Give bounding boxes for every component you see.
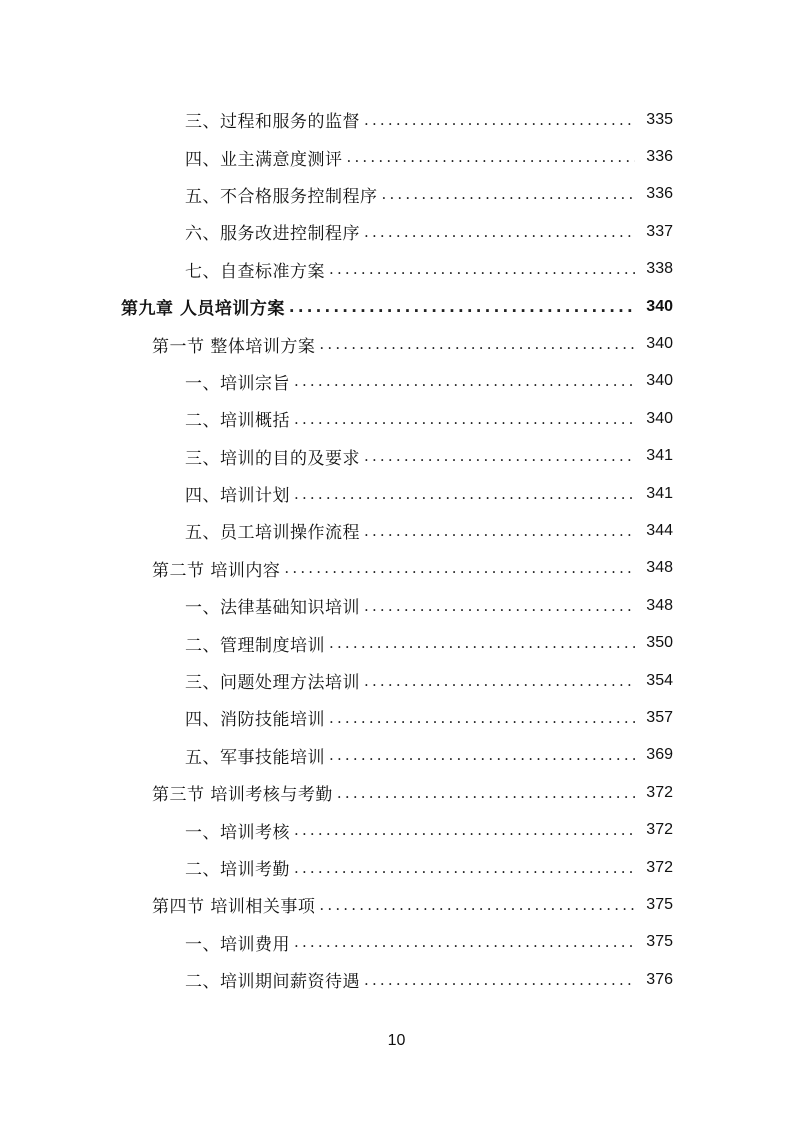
- toc-entry-title: 三、培训的目的及要求: [185, 448, 360, 469]
- toc-item-entry[interactable]: [0, 512, 793, 549]
- toc-entry-page: 372: [646, 858, 673, 876]
- toc-entry-page: 372: [646, 821, 673, 839]
- toc-section-entry[interactable]: [0, 325, 793, 362]
- toc-entry-page: 350: [646, 634, 673, 652]
- toc-entry-page: 338: [646, 260, 673, 278]
- toc-item-entry[interactable]: [0, 587, 793, 624]
- toc-entry-page: 354: [646, 671, 673, 689]
- toc-entry-title: 二、培训期间薪资待遇: [185, 972, 360, 993]
- toc-entry-page: 372: [646, 783, 673, 801]
- toc-item-entry[interactable]: [0, 213, 793, 250]
- toc-entry-page: 340: [646, 409, 673, 427]
- toc-entry-page: 336: [646, 185, 673, 203]
- toc-entry-page: 348: [646, 596, 673, 614]
- toc-item-entry[interactable]: [0, 737, 793, 774]
- toc-entry-title: 三、过程和服务的监督: [185, 112, 360, 133]
- toc-dot-leader: [294, 485, 635, 503]
- toc-section-entry[interactable]: [0, 550, 793, 587]
- toc-entry-title: 第一节 整体培训方案: [152, 336, 316, 357]
- toc-dot-leader: [294, 410, 635, 428]
- toc-entry-page: 340: [646, 297, 673, 315]
- toc-entry-page: 337: [646, 222, 673, 240]
- toc-entry-page: 340: [646, 372, 673, 390]
- toc-entry-title: 一、培训宗旨: [185, 373, 290, 394]
- toc-entry-page: 336: [646, 148, 673, 166]
- toc-entry-title: 四、培训计划: [185, 486, 290, 507]
- toc-entry-title: 六、服务改进控制程序: [185, 224, 360, 245]
- toc-dot-leader: [329, 634, 635, 652]
- toc-chapter-entry[interactable]: [0, 288, 793, 325]
- toc-dot-leader: [364, 522, 635, 540]
- toc-dot-leader: [364, 223, 635, 241]
- toc-entry-page: 375: [646, 933, 673, 951]
- toc-item-entry[interactable]: [0, 363, 793, 400]
- toc-dot-leader: [337, 784, 635, 802]
- toc-entry-page: 341: [646, 484, 673, 502]
- toc-dot-leader: [364, 597, 635, 615]
- toc-item-entry[interactable]: [0, 849, 793, 886]
- toc-entry-page: 375: [646, 895, 673, 913]
- toc-entry-title: 第九章 人员培训方案: [121, 299, 285, 320]
- toc-dot-leader: [329, 260, 635, 278]
- toc-entry-title: 一、培训费用: [185, 934, 290, 955]
- toc-dot-leader: [319, 896, 635, 914]
- toc-item-entry[interactable]: [0, 624, 793, 661]
- toc-section-entry[interactable]: [0, 886, 793, 923]
- toc-entry-title: 二、培训考勤: [185, 860, 290, 880]
- toc-entry-title: 第四节 培训相关事项: [152, 897, 316, 918]
- toc-entry-title: 第三节 培训考核与考勤: [152, 785, 333, 806]
- table-of-contents: [0, 101, 793, 998]
- toc-entry-title: 二、管理制度培训: [185, 635, 325, 656]
- toc-entry-page: 357: [646, 708, 673, 726]
- toc-entry-title: 五、员工培训操作流程: [185, 523, 360, 544]
- toc-entry-page: 340: [646, 335, 673, 353]
- toc-item-entry[interactable]: [0, 662, 793, 699]
- toc-dot-leader: [294, 372, 635, 390]
- toc-item-entry[interactable]: [0, 138, 793, 175]
- toc-dot-leader: [364, 672, 635, 690]
- toc-item-entry[interactable]: [0, 101, 793, 138]
- toc-item-entry[interactable]: [0, 176, 793, 213]
- toc-entry-title: 四、消防技能培训: [185, 710, 325, 731]
- toc-entry-title: 二、培训概括: [185, 411, 290, 432]
- toc-dot-leader: [294, 933, 635, 951]
- page-number: 10: [387, 1032, 406, 1049]
- toc-entry-page: 335: [646, 110, 673, 128]
- toc-dot-leader: [294, 859, 635, 877]
- toc-dot-leader: [319, 335, 635, 353]
- toc-entry-page: 344: [646, 521, 673, 539]
- toc-dot-leader: [382, 185, 636, 203]
- toc-entry-title: 四、业主满意度测评: [185, 149, 343, 170]
- toc-entry-title: 一、法律基础知识培训: [185, 598, 360, 619]
- toc-entry-title: 第二节 培训内容: [152, 560, 281, 581]
- toc-entry-page: 369: [646, 746, 673, 764]
- toc-entry-page: 376: [646, 970, 673, 988]
- toc-dot-leader: [364, 111, 635, 129]
- toc-item-entry[interactable]: [0, 811, 793, 848]
- toc-entry-page: 341: [646, 447, 673, 465]
- toc-dot-leader: [294, 821, 635, 839]
- toc-dot-leader: [364, 971, 635, 989]
- toc-dot-leader: [347, 148, 636, 166]
- toc-item-entry[interactable]: [0, 251, 793, 288]
- toc-section-entry[interactable]: [0, 774, 793, 811]
- toc-entry-page: 348: [646, 559, 673, 577]
- toc-item-entry[interactable]: [0, 961, 793, 998]
- toc-dot-leader: [329, 746, 635, 764]
- toc-item-entry[interactable]: [0, 400, 793, 437]
- toc-entry-title: 五、不合格服务控制程序: [185, 186, 378, 207]
- toc-dot-leader: [364, 447, 635, 465]
- toc-item-entry[interactable]: [0, 699, 793, 736]
- toc-entry-title: 一、培训考核: [185, 822, 290, 843]
- toc-dot-leader: [329, 709, 635, 727]
- toc-item-entry[interactable]: [0, 475, 793, 512]
- toc-entry-title: 三、问题处理方法培训: [185, 673, 360, 694]
- toc-dot-leader: [284, 559, 635, 577]
- toc-entry-title: 七、自查标准方案: [185, 261, 325, 282]
- toc-entry-title: 五、军事技能培训: [185, 747, 325, 768]
- toc-item-entry[interactable]: [0, 438, 793, 475]
- toc-item-entry[interactable]: [0, 924, 793, 961]
- toc-dot-leader: [289, 298, 635, 316]
